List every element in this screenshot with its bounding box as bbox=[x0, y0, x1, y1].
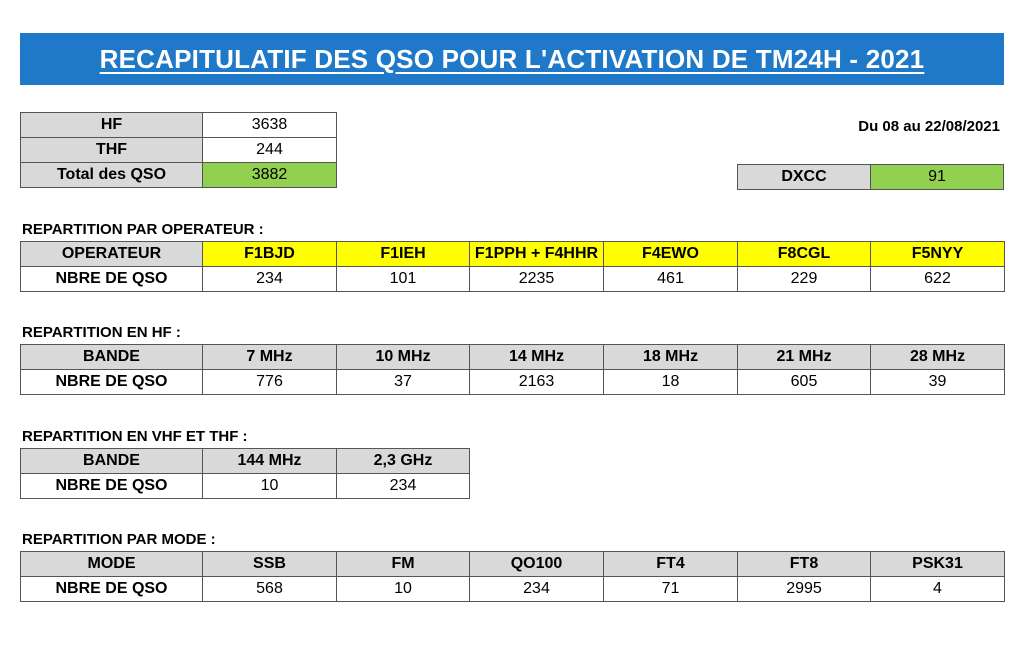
hf-band: 28 MHz bbox=[871, 345, 1005, 370]
vhf-section-title: REPARTITION EN VHF ET THF : bbox=[22, 428, 248, 445]
hf-section-title: REPARTITION EN HF : bbox=[22, 324, 181, 341]
operator-f1pph-f4hhr: F1PPH + F4HHR bbox=[470, 242, 604, 267]
hf-row-label: NBRE DE QSO bbox=[21, 370, 203, 395]
hf-value: 18 bbox=[604, 370, 738, 395]
hf-band: 14 MHz bbox=[470, 345, 604, 370]
summary-row-hf bbox=[21, 113, 337, 138]
mode-name: PSK31 bbox=[871, 552, 1005, 577]
mode-name: FT8 bbox=[738, 552, 871, 577]
hf-header-row bbox=[21, 345, 1005, 370]
mode-header-row bbox=[21, 552, 1005, 577]
mode-value: 234 bbox=[470, 577, 604, 602]
vhf-header-label: BANDE bbox=[21, 449, 203, 474]
summary-value-hf: 3638 bbox=[203, 113, 337, 138]
summary-table bbox=[20, 112, 337, 188]
dxcc-label: DXCC bbox=[738, 165, 871, 190]
hf-band: 10 MHz bbox=[337, 345, 470, 370]
mode-header-label: MODE bbox=[21, 552, 203, 577]
dxcc-table bbox=[737, 164, 1004, 190]
mode-value: 71 bbox=[604, 577, 738, 602]
operators-values-row bbox=[21, 267, 1005, 292]
vhf-band: 144 MHz bbox=[203, 449, 337, 474]
hf-value: 37 bbox=[337, 370, 470, 395]
mode-value: 4 bbox=[871, 577, 1005, 602]
operators-value: 229 bbox=[738, 267, 871, 292]
operator-f1bjd: F1BJD bbox=[203, 242, 337, 267]
summary-row-total bbox=[21, 163, 337, 188]
operators-section-title: REPARTITION PAR OPERATEUR : bbox=[22, 221, 264, 238]
mode-table bbox=[20, 551, 1005, 602]
vhf-header-row bbox=[21, 449, 470, 474]
mode-name: QO100 bbox=[470, 552, 604, 577]
operators-row-label: NBRE DE QSO bbox=[21, 267, 203, 292]
hf-value: 776 bbox=[203, 370, 337, 395]
vhf-table bbox=[20, 448, 470, 499]
operators-value: 461 bbox=[604, 267, 738, 292]
dxcc-value: 91 bbox=[871, 165, 1004, 190]
hf-values-row bbox=[21, 370, 1005, 395]
operators-value: 622 bbox=[871, 267, 1005, 292]
operators-table bbox=[20, 241, 1005, 292]
operators-value: 234 bbox=[203, 267, 337, 292]
page-title: RECAPITULATIF DES QSO POUR L'ACTIVATION DE TM24H - 2021 bbox=[99, 43, 925, 74]
hf-band: 18 MHz bbox=[604, 345, 738, 370]
summary-label-thf: THF bbox=[21, 138, 203, 163]
summary-value-total: 3882 bbox=[203, 163, 337, 188]
operator-f1ieh: F1IEH bbox=[337, 242, 470, 267]
operator-f8cgl: F8CGL bbox=[738, 242, 871, 267]
summary-value-thf: 244 bbox=[203, 138, 337, 163]
mode-section-title: REPARTITION PAR MODE : bbox=[22, 531, 216, 548]
summary-label-hf: HF bbox=[21, 113, 203, 138]
hf-value: 39 bbox=[871, 370, 1005, 395]
mode-value: 10 bbox=[337, 577, 470, 602]
hf-table bbox=[20, 344, 1005, 395]
mode-name: FM bbox=[337, 552, 470, 577]
hf-band: 7 MHz bbox=[203, 345, 337, 370]
mode-name: SSB bbox=[203, 552, 337, 577]
operators-value: 2235 bbox=[470, 267, 604, 292]
summary-label-total: Total des QSO bbox=[21, 163, 203, 188]
vhf-row-label: NBRE DE QSO bbox=[21, 474, 203, 499]
operators-header-row bbox=[21, 242, 1005, 267]
operator-f5nyy: F5NYY bbox=[871, 242, 1005, 267]
hf-value: 2163 bbox=[470, 370, 604, 395]
operators-header-label: OPERATEUR bbox=[21, 242, 203, 267]
mode-name: FT4 bbox=[604, 552, 738, 577]
summary-row-thf bbox=[21, 138, 337, 163]
mode-value: 568 bbox=[203, 577, 337, 602]
mode-values-row bbox=[21, 577, 1005, 602]
hf-band: 21 MHz bbox=[738, 345, 871, 370]
hf-header-label: BANDE bbox=[21, 345, 203, 370]
date-range: Du 08 au 22/08/2021 bbox=[858, 118, 1000, 135]
operators-value: 101 bbox=[337, 267, 470, 292]
operator-f4ewo: F4EWO bbox=[604, 242, 738, 267]
vhf-value: 10 bbox=[203, 474, 337, 499]
vhf-band: 2,3 GHz bbox=[337, 449, 470, 474]
title-banner bbox=[20, 33, 1004, 85]
vhf-values-row bbox=[21, 474, 470, 499]
mode-value: 2995 bbox=[738, 577, 871, 602]
vhf-value: 234 bbox=[337, 474, 470, 499]
mode-row-label: NBRE DE QSO bbox=[21, 577, 203, 602]
hf-value: 605 bbox=[738, 370, 871, 395]
